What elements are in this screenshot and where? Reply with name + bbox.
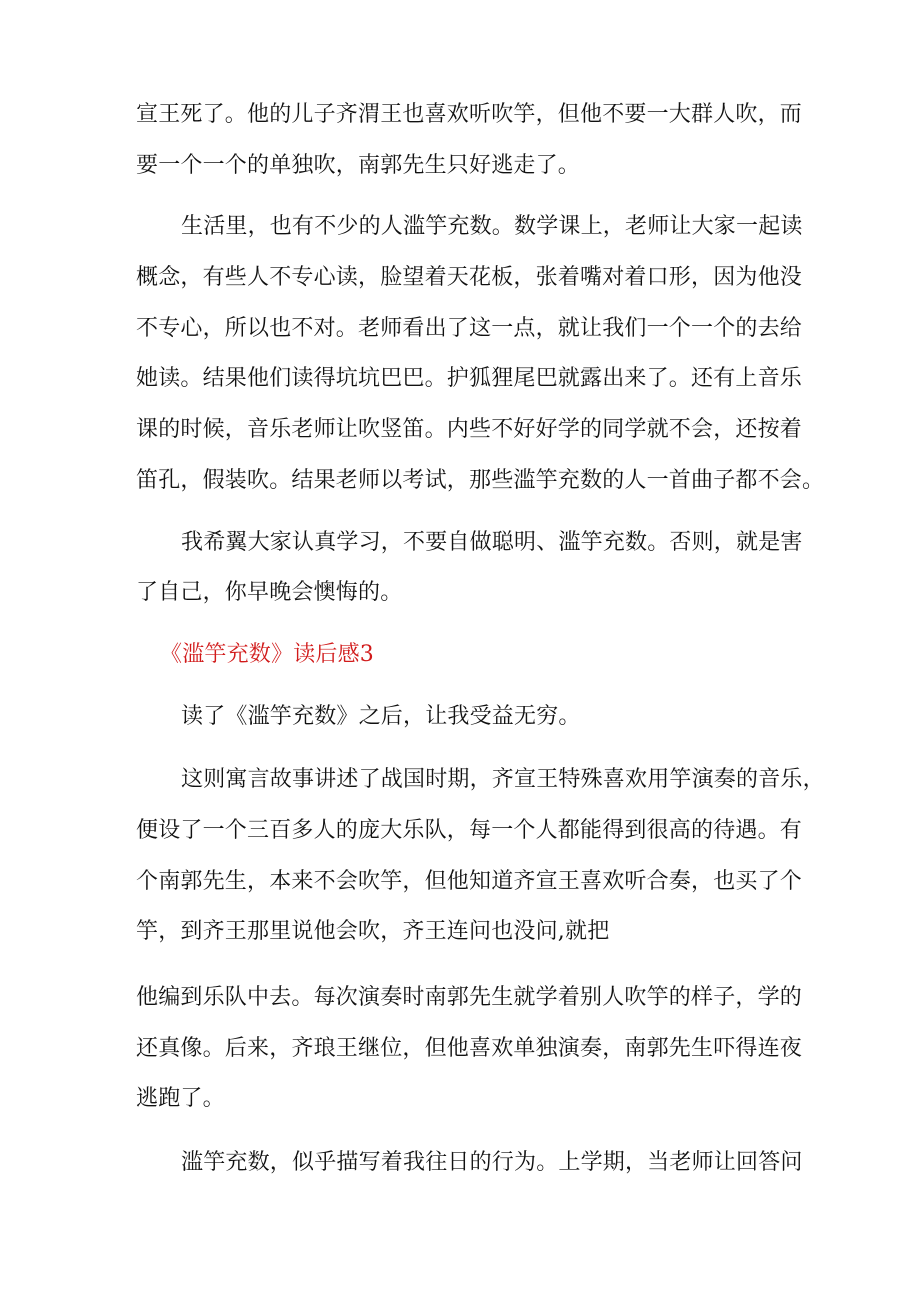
text-line: 个南郭先生，本来不会吹竽，但他知道齐宣王喜欢听合奏，也买了个 <box>136 869 803 894</box>
text-line: 这则寓言故事讲述了战国时期，齐宣王特殊喜欢用竽演奏的音乐， <box>181 767 825 792</box>
text-line: 便设了一个三百多人的庞大乐队，每一个人都能得到很高的待遇。有 <box>136 818 803 843</box>
text-line: 生活里，也有不少的人滥竽充数。数学课上，老师让大家一起读 <box>181 214 803 239</box>
text-line: 读了《滥竽充数》之后，让我受益无穷。 <box>181 704 581 729</box>
text-line: 滥竽充数，似乎描写着我往日的行为。上学期，当老师让回答问 <box>181 1150 803 1175</box>
text-line: 竽，到齐王那里说他会吹，齐王连问也没问,就把 <box>136 919 610 944</box>
text-line: 课的时候，音乐老师让吹竖笛。内些不好好学的同学就不会，还按着 <box>136 417 803 442</box>
text-line: 逃跑了。 <box>136 1086 225 1111</box>
section-heading: 《滥竽充数》读后感3 <box>160 642 374 667</box>
text-line: 我希翼大家认真学习，不要自做聪明、滥竽充数。否则，就是害 <box>181 530 803 555</box>
text-line: 笛孔，假装吹。结果老师以考试，那些滥竽充数的人一首曲子都不会。 <box>136 468 825 493</box>
text-line: 要一个一个的单独吹，南郭先生只好逃走了。 <box>136 153 581 178</box>
text-line: 宣王死了。他的儿子齐渭王也喜欢听吹竽，但他不要一大群人吹，而 <box>136 102 803 127</box>
text-line: 她读。结果他们读得坑坑巴巴。护狐狸尾巴就露出来了。还有上音乐 <box>136 366 803 391</box>
text-line: 他编到乐队中去。每次演奏时南郭先生就学着别人吹竽的样子，学的 <box>136 985 803 1010</box>
text-line: 不专心，所以也不对。老师看出了这一点，就让我们一个一个的去给 <box>136 316 803 341</box>
text-line: 概念，有些人不专心读，脸望着天花板，张着嘴对着口形，因为他没 <box>136 265 803 290</box>
text-line: 了自己，你早晚会懊悔的。 <box>136 580 403 605</box>
text-line: 还真像。后来，齐琅王继位，但他喜欢单独演奏，南郭先生吓得连夜 <box>136 1036 803 1061</box>
